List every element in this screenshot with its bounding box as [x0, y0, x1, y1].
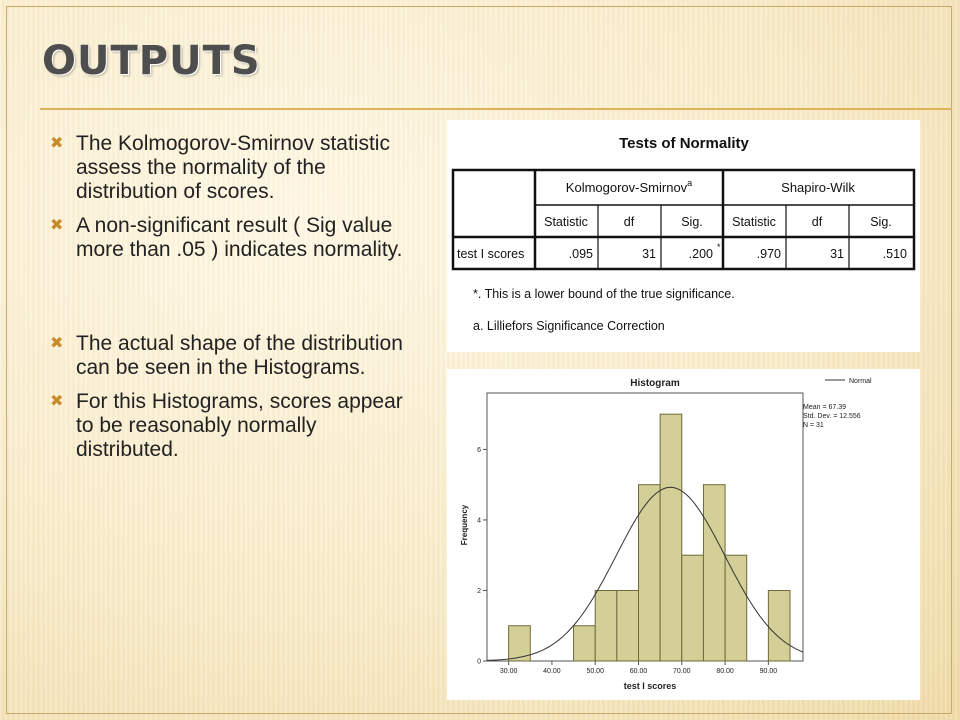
chart-stat: Std. Dev. = 12.556 — [803, 413, 861, 420]
x-tick-label: 90.00 — [759, 668, 778, 675]
bullet-text: value more than .05 ) indicates normality. — [76, 214, 403, 261]
table-cell-marker: * — [717, 242, 721, 252]
bullet-list — [48, 132, 420, 472]
histogram-bar — [617, 590, 639, 661]
y-tick-label: 2 — [477, 587, 481, 595]
table-column-header: df — [623, 215, 635, 229]
bullet-text: A non-significant result ( — [76, 214, 306, 237]
bullet-text: statistic assess the normality of the distribution of scores. — [76, 132, 390, 203]
normality-table — [447, 120, 920, 352]
histogram-bar — [574, 626, 596, 661]
table-row-label: test I scores — [457, 247, 525, 261]
table-title: Tests of Normality — [619, 135, 749, 152]
histogram-bar — [595, 590, 617, 661]
plot-area — [477, 393, 803, 675]
chart-stat: Mean = 67.39 — [803, 404, 847, 411]
histogram-bar — [639, 485, 661, 661]
table-footnote: a. Lilliefors Significance Correction — [473, 319, 665, 333]
histogram-bar — [703, 485, 725, 661]
bullet-item — [48, 132, 420, 204]
histogram-bar — [725, 555, 747, 661]
x-axis-label: test I scores — [623, 681, 677, 691]
bullet-text: The actual shape of the distribution can be seen in the Histograms. — [76, 332, 403, 379]
bullet-x-icon: ✖ — [50, 335, 64, 352]
bullet-x-icon: ✖ — [50, 135, 64, 152]
bullet-x-icon: ✖ — [50, 217, 64, 234]
table-footnote: *. This is a lower bound of the true significance. — [473, 287, 735, 301]
histogram-bar — [682, 555, 704, 661]
y-tick-label: 0 — [477, 658, 481, 666]
table-column-header: Sig. — [681, 215, 703, 229]
bullet-text: For this Histograms, scores appear to be reasonably normally distributed. — [76, 390, 403, 461]
bullet-x-icon: ✖ — [50, 393, 64, 410]
histogram-bar — [660, 414, 682, 661]
table-cell: .200 — [688, 247, 713, 261]
y-tick-label: 4 — [477, 517, 481, 525]
bullet-emphasis: Sig — [305, 214, 337, 237]
chart-stat: N = 31 — [803, 422, 824, 429]
table-cell: .510 — [882, 247, 907, 261]
y-tick-label: 6 — [477, 446, 481, 454]
table-column-header: Statistic — [544, 215, 588, 229]
normality-table-svg — [447, 120, 920, 352]
table-cell: .095 — [568, 247, 593, 261]
table-cell: 31 — [830, 247, 844, 261]
legend-label: Normal — [849, 378, 872, 385]
x-tick-label: 60.00 — [629, 668, 648, 675]
chart-title: Histogram — [630, 378, 680, 389]
bullet-text: The — [76, 132, 119, 155]
table-column-header: Sig. — [870, 215, 892, 229]
histogram-panel — [447, 369, 920, 700]
x-tick-label: 30.00 — [499, 668, 518, 675]
slide-title: OUTPUTS — [42, 38, 261, 84]
histogram-chart — [447, 369, 920, 700]
x-tick-label: 40.00 — [543, 668, 561, 675]
table-cell: .970 — [756, 247, 781, 261]
bullet-item — [48, 214, 420, 262]
table-cell: 31 — [642, 247, 656, 261]
title-underline — [40, 108, 952, 110]
x-tick-label: 70.00 — [673, 668, 691, 675]
table-column-header: df — [811, 215, 823, 229]
y-axis-label: Frequency — [460, 504, 469, 546]
table-column-header: Statistic — [732, 215, 776, 229]
x-tick-label: 50.00 — [586, 668, 604, 675]
bullet-item — [48, 390, 420, 462]
bullet-item — [48, 332, 420, 380]
histogram-bar — [768, 590, 790, 661]
table-group-header: Kolmogorov-Smirnov$^a$ — [565, 178, 693, 195]
table-group-header: Shapiro-Wilk — [781, 180, 855, 195]
x-tick-label: 80.00 — [716, 668, 734, 675]
bullet-emphasis: Kolmogorov-Smirnov — [118, 132, 315, 155]
